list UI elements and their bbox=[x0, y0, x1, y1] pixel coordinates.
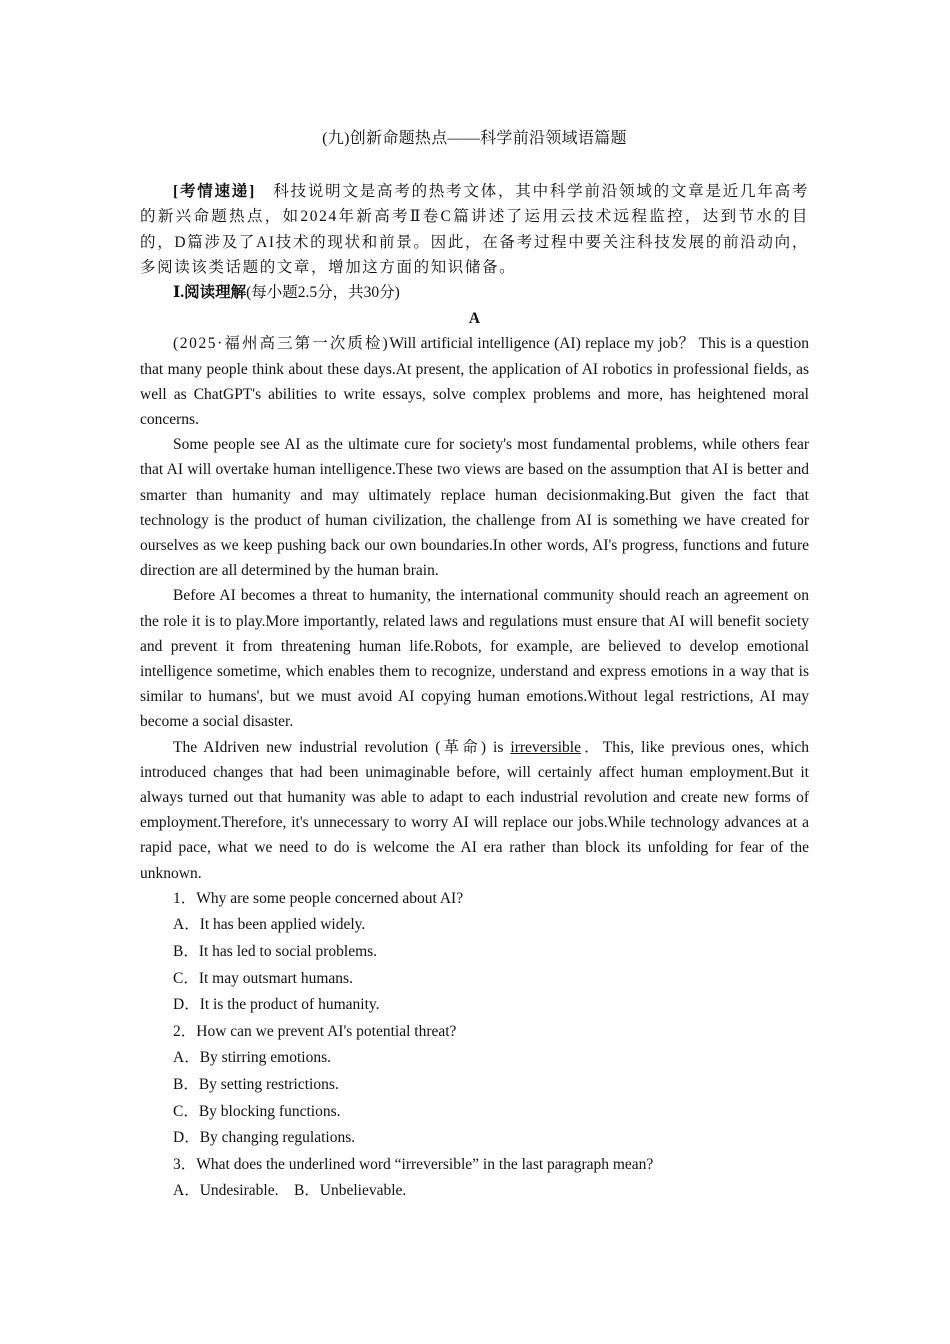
question-2-option-b: B．By setting restrictions. bbox=[173, 1076, 339, 1094]
intro-text: 科技说明文是高考的热考文体，其中科学前沿领域的文章是近几年高考的新兴命题热点，如2024年新高考Ⅱ卷C篇讲述了运用云技术远程监控，达到节水的目的，D篇涉及了AI技术的现状和前景。因此，在备考过程中要关注科技发展的前沿动向，多阅读该类话题的文章，增加这方面的知识储备。 bbox=[140, 183, 809, 276]
question-2-option-d: D．By changing regulations. bbox=[173, 1129, 356, 1147]
paragraph-4-mid: ) is bbox=[480, 738, 511, 756]
question-2-option-c: C．By blocking functions. bbox=[173, 1102, 341, 1120]
question-list bbox=[140, 886, 809, 1205]
question-3-stem: 3．What does the underlined word “irreversible” in the last paragraph mean? bbox=[173, 1155, 654, 1173]
passage-label: A bbox=[468, 310, 481, 328]
page-title: (九)创新命题热点——科学前沿领域语篇题 bbox=[322, 130, 627, 147]
passage-paragraph-3: Before AI becomes a threat to humanity, the international community should reach an agreement on the role it is to play.More importantly, related laws and regulations must ensure that AI will benefit society and prevent it from threatening human life.Robots, for example, are believed to develop emotional intelligence sometime, which enables them to recognize, understand and express emotions in a way that is similar to humans', but we must avoid AI copying human emotions.Without legal restrictions, AI may become a social disaster. bbox=[140, 587, 809, 731]
question-2-stem: 2．How can we prevent AI's potential threat? bbox=[173, 1022, 457, 1040]
paragraph-4-before: The AIdriven new industrial revolution ( bbox=[173, 738, 441, 756]
intro-tag: [考情速递] bbox=[173, 183, 256, 201]
passage-paragraph-2: Some people see AI as the ultimate cure for society's most fundamental problems, while others fear that AI will overtake human intelligence.These two views are based on the assumption that AI is better and smarter than humanity and may ultimately replace human decisionmaking.But given the fact that technology is the product of human civilization, the challenge from AI is something we have created for ourselves as we keep pushing back our own boundaries.In other words, AI's progress, functions and future direction are all determined by the human brain. bbox=[140, 436, 809, 580]
document-page bbox=[140, 126, 809, 1205]
passage-paragraph-4 bbox=[140, 735, 809, 886]
paragraph-4-after: ．This, like previous ones, which introduced changes that had been unimaginable before, will certainly affect human employment.But it always turned out that humanity was able to adapt to each industrial revolution and create new forms of employment.Therefore, it's unnecessary to worry AI will replace our jobs.While technology advances at a rapid pace, what we need to do is welcome the AI era rather than block its unfolding for fear of the unknown. bbox=[140, 738, 809, 882]
question-1-option-a: A．It has been applied widely. bbox=[173, 916, 366, 934]
part-score: (每小题2.5分，共30分) bbox=[246, 284, 400, 302]
question-1-option-d: D．It is the product of humanity. bbox=[173, 996, 380, 1014]
paragraph-1-text: Will artificial intelligence (AI) replace my job？ This is a question that many people think about these days.At present, the application of AI robotics in professional fields, as well as ChatGPT's abilities to write essays, solve complex problems and more, has heightened moral concerns. bbox=[140, 335, 809, 429]
passage-source: (2025·福州高三第一次质检) bbox=[173, 335, 390, 353]
intro-paragraph bbox=[140, 179, 809, 280]
question-3-options: A．Undesirable. B．Unbelievable. bbox=[173, 1182, 407, 1200]
part-heading bbox=[140, 280, 809, 305]
question-1-stem: 1．Why are some people concerned about AI? bbox=[173, 889, 464, 907]
paragraph-4-cn-gloss: 革命 bbox=[440, 738, 481, 756]
question-2-option-a: A．By stirring emotions. bbox=[173, 1049, 332, 1067]
passage-paragraph-1 bbox=[140, 331, 809, 432]
underlined-word: irreversible bbox=[510, 738, 581, 756]
question-1-option-b: B．It has led to social problems. bbox=[173, 943, 378, 961]
part-heading-label: Ⅰ.阅读理解 bbox=[173, 284, 247, 302]
question-1-option-c: C．It may outsmart humans. bbox=[173, 969, 353, 987]
